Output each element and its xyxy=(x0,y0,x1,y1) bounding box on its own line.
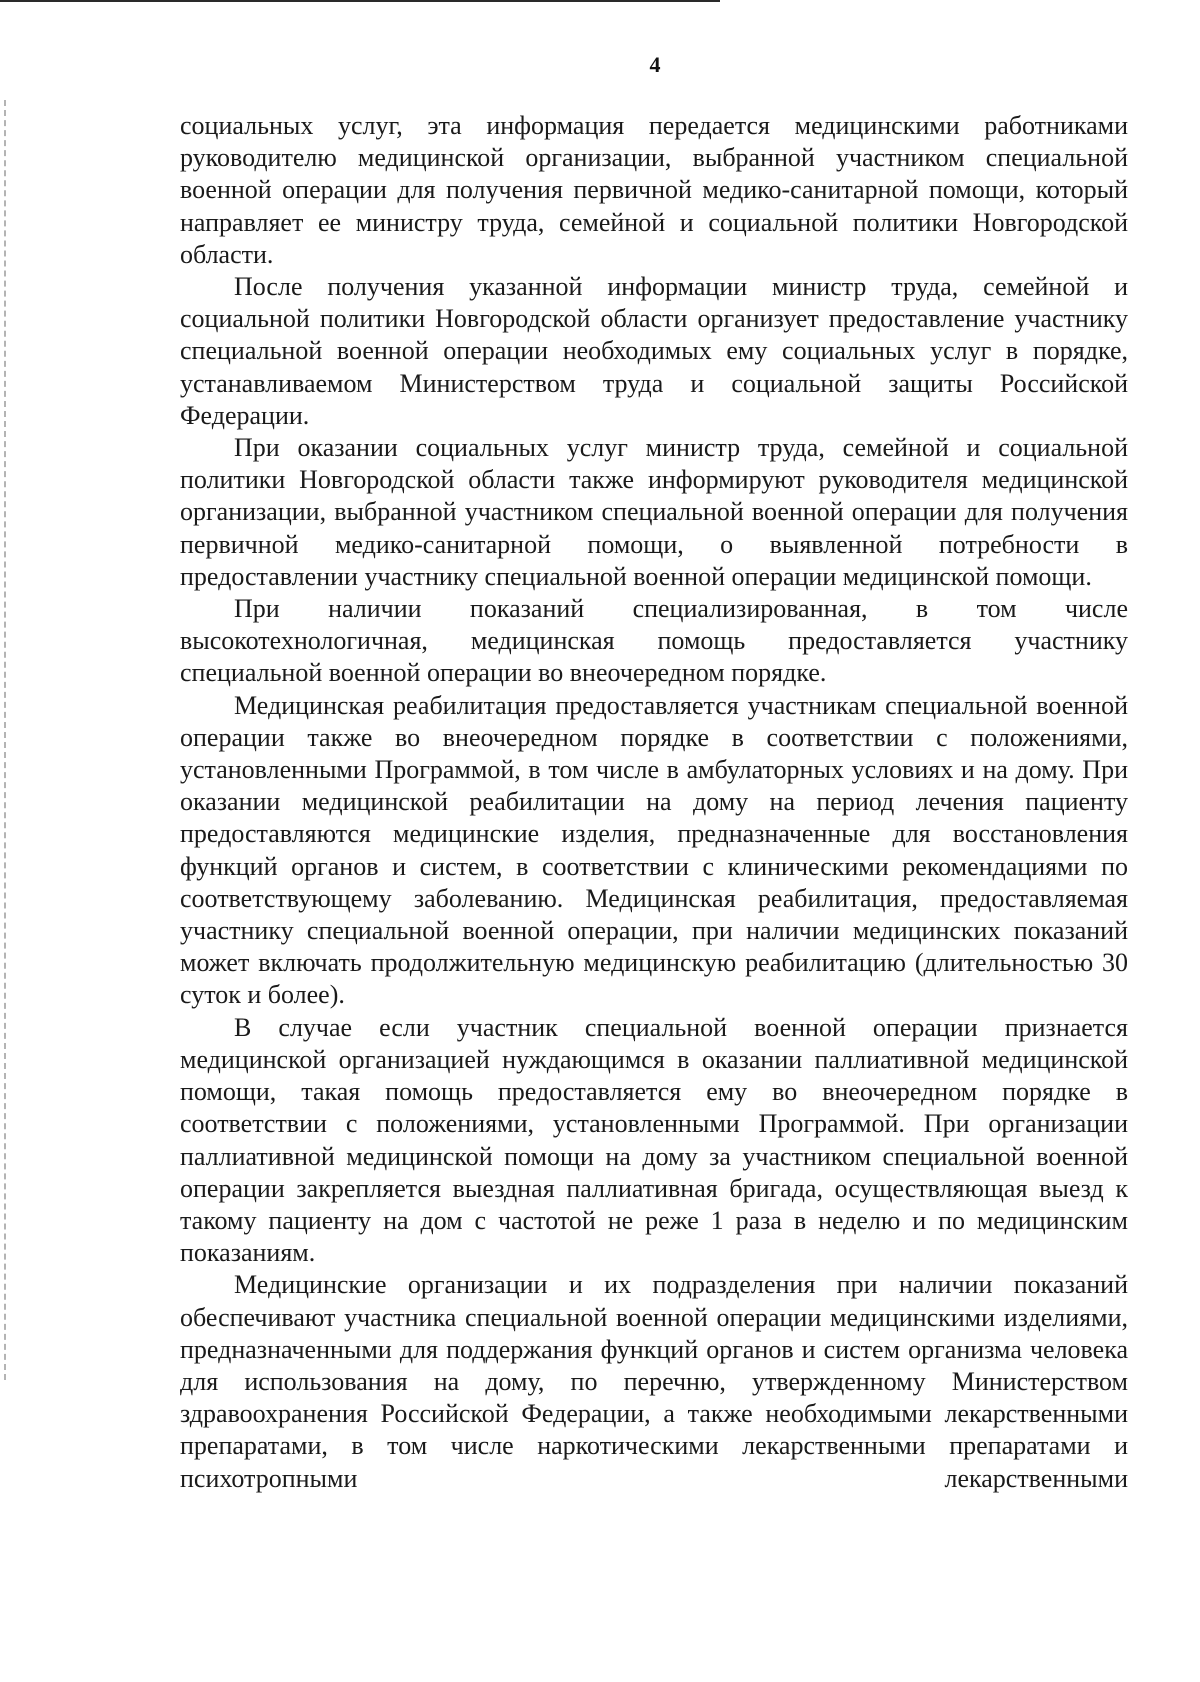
scan-top-rule xyxy=(0,0,720,2)
paragraph-informing-head: При оказании социальных услуг министр труда, семейной и социальной политики Новгородской области также информируют руководителя медицинской организации, выбранной участником специальной военной операции для получения первичной медико-санитарной помощи, о выявленной потребности в предоставлении участнику специальной военной операции медицинской помощи. xyxy=(180,433,1128,591)
paragraph-continuation: социальных услуг, эта информация передается медицинскими работниками руководителю медицинской организации, выбранной участником специальной военной операции для получения первичной медико-санитарной помощи, который направляет ее министру труда, семейной и социальной политики Новгородской области. xyxy=(180,111,1128,269)
paragraph-palliative-care: В случае если участник специальной военной операции признается медицинской организацией нуждающимся в оказании паллиативной медицинской помощи, такая помощь предоставляется ему во внеочередном порядке в соответствии с положениями, установленными Программой. При организации паллиативной медицинской помощи на дому за участником специальной военной операции закрепляется выездная паллиативная бригада, осуществляющая выезд к такому пациенту на дом с частотой не реже 1 раза в неделю и по медицинским показаниям. xyxy=(180,1012,1128,1268)
page-number: 4 xyxy=(649,52,661,77)
paragraph-social-services: После получения указанной информации министр труда, семейной и социальной политики Новгородской области организует предоставление участнику специальной военной операции необходимых ему социальных услуг в порядке, устанавливаемом Министерством труда и социальной защиты Российской Федерации. xyxy=(180,272,1128,430)
paragraph-medical-devices: Медицинские организации и их подразделения при наличии показаний обеспечивают участника специальной военной операции медицинскими изделиями, предназначенными для поддержания функций органов и систем организма человека для использования на дому, по перечню, утвержденному Министерством здравоохранения Российской Федерации, а также необходимыми лекарственными препаратами, в том числе наркотическими лекарственными препаратами и психотропными лекарственными xyxy=(180,1270,1128,1493)
paragraph-rehabilitation: Медицинская реабилитация предоставляется участникам специальной военной операции также во внеочередном порядке в соответствии с положениями, установленными Программой, в том числе в амбулаторных условиях и на дому. При оказании медицинской реабилитации на дому на период лечения пациенту предоставляются медицинские изделия, предназначенные для восстановления функций органов и систем, в соответствии с клиническими рекомендациями по соответствующему заболеванию. Медицинская реабилитация, предоставляемая участнику специальной военной операции, при наличии медицинских показаний может включать продолжительную медицинскую реабилитацию (длительностью 30 суток и более). xyxy=(180,690,1128,1010)
document-body xyxy=(180,110,1128,1495)
scan-left-edge xyxy=(4,100,8,1380)
paragraph-specialized-care: При наличии показаний специализированная, в том числе высокотехнологичная, медицинская помощь предоставляется участнику специальной военной операции во внеочередном порядке. xyxy=(180,594,1128,688)
